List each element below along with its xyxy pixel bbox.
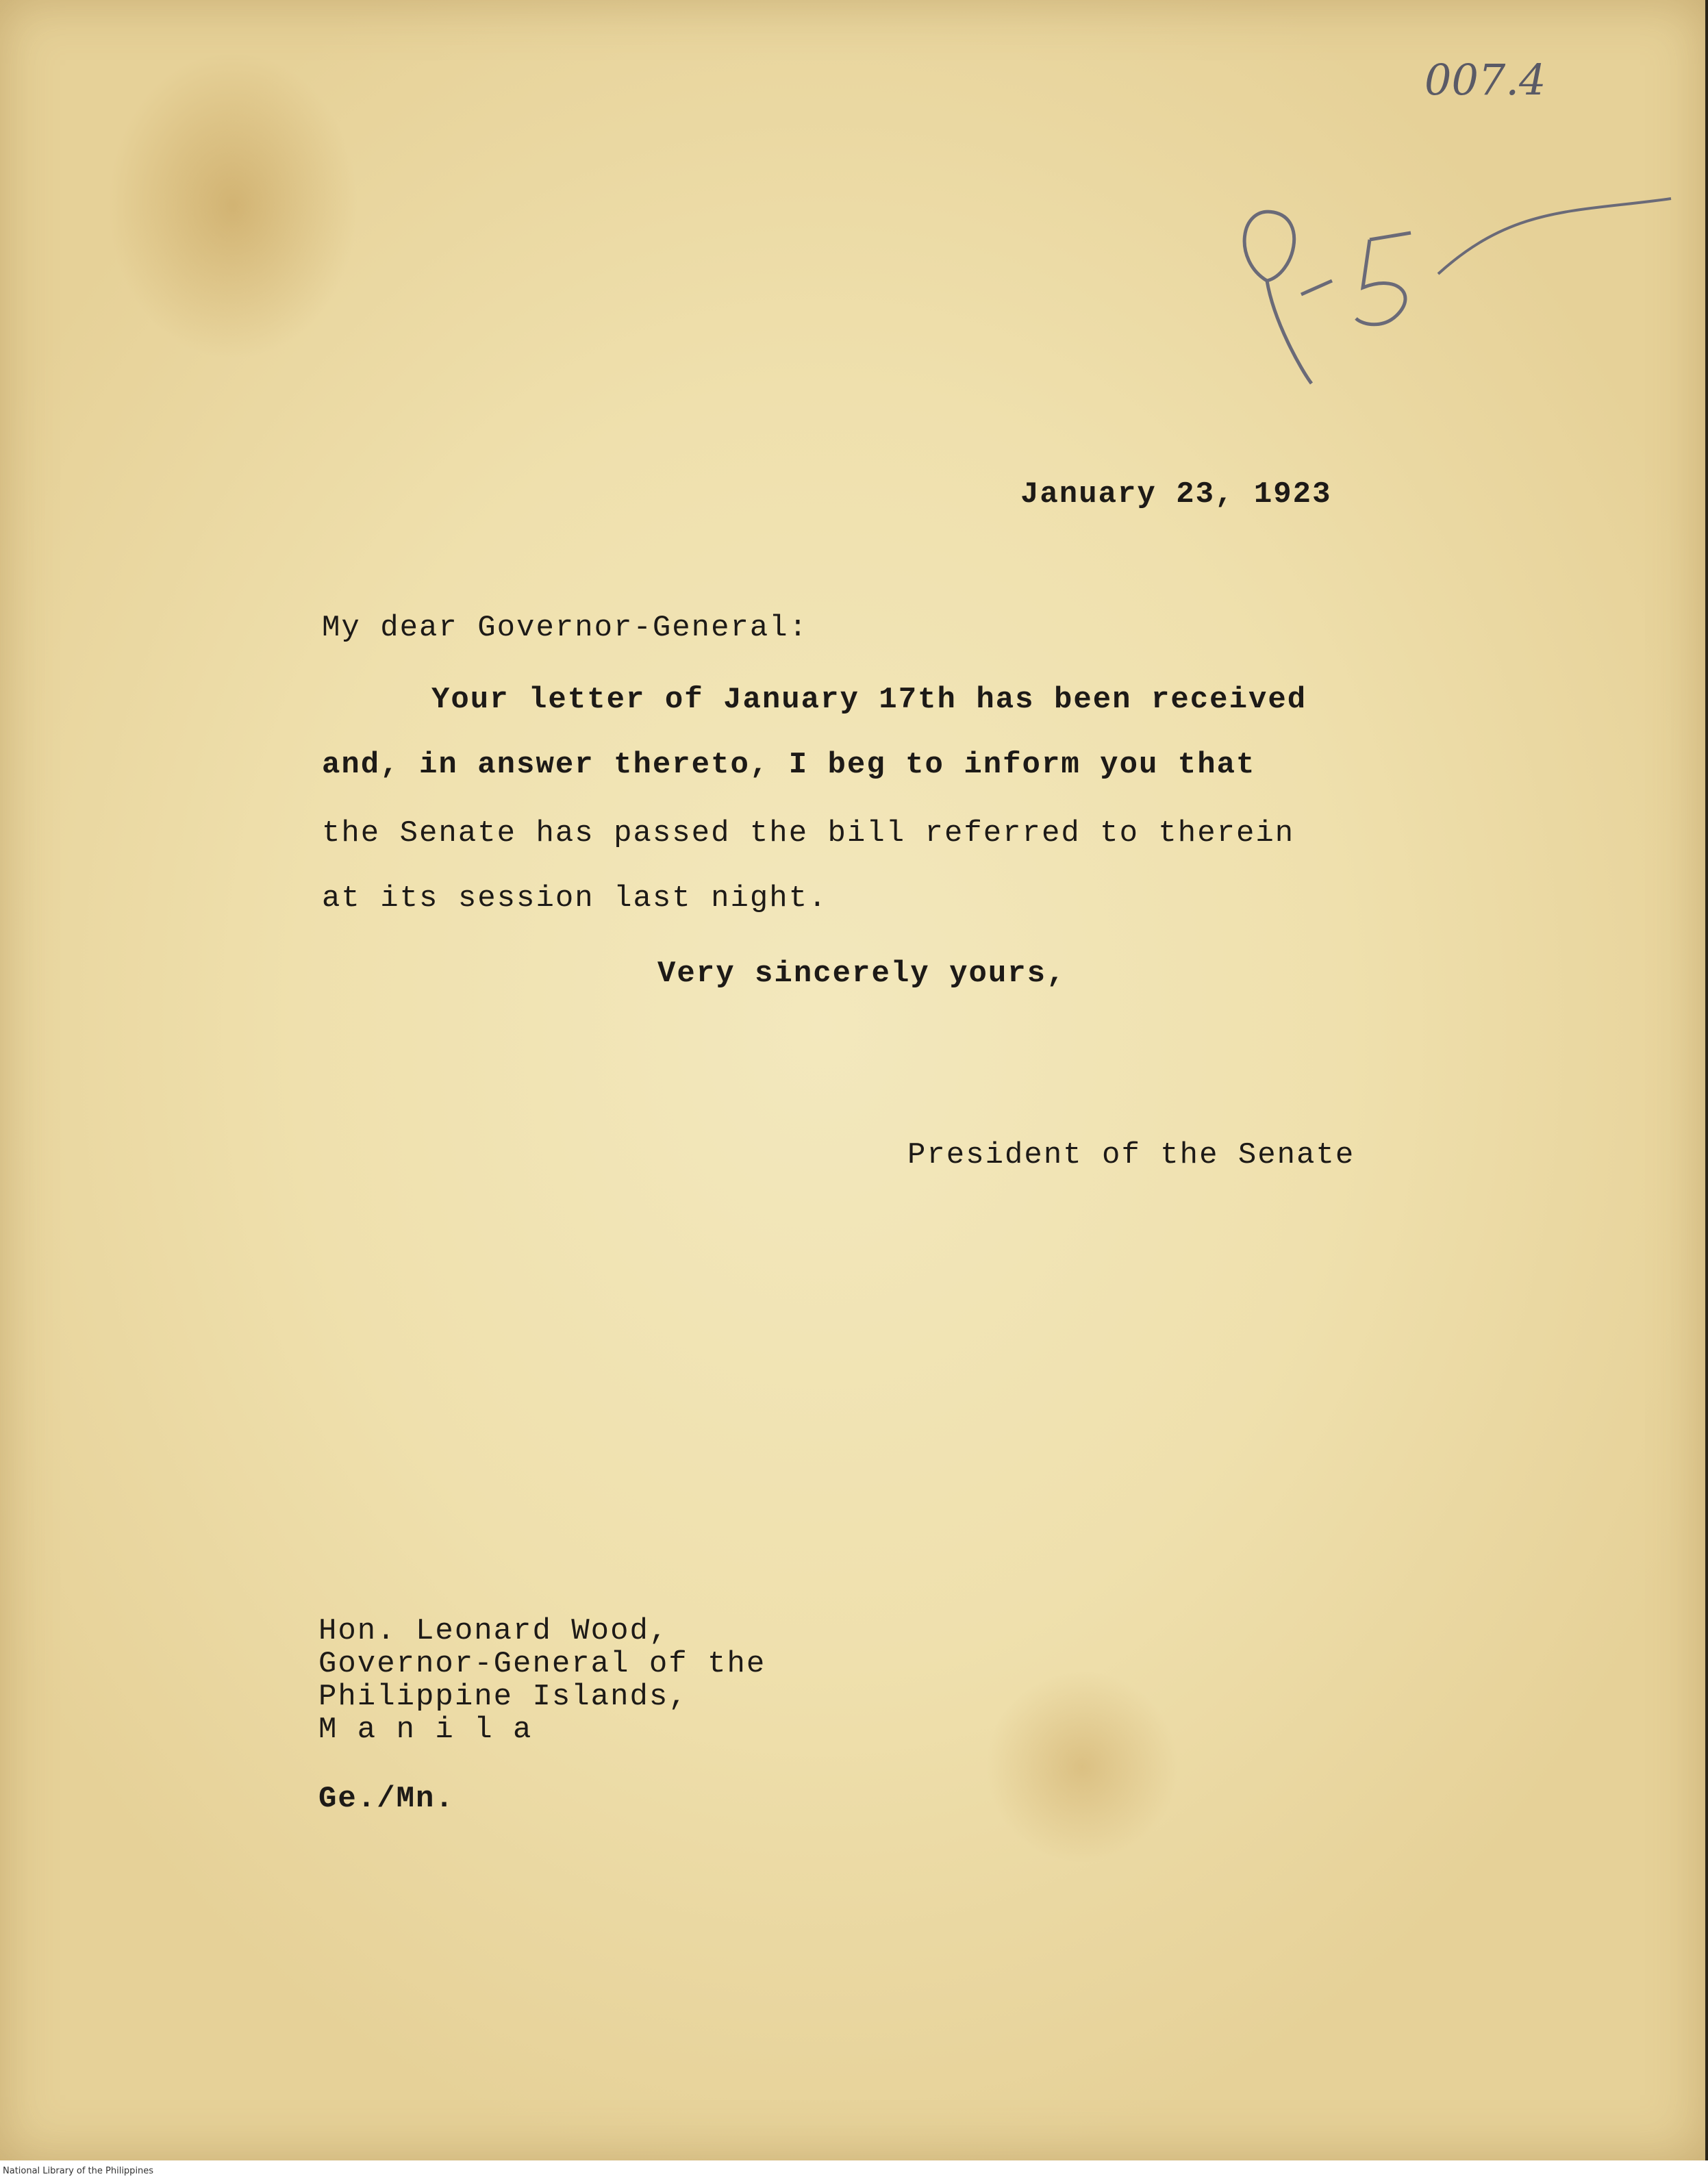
closing: Very sincerely yours,	[657, 957, 1066, 991]
pencil-mark-drawing	[1192, 178, 1685, 397]
body-line-2: and, in answer thereto, I beg to inform you that	[322, 748, 1256, 782]
scan-credit: National Library of the Philippines	[3, 2166, 154, 2176]
reference-initials: Ge./Mn.	[318, 1782, 455, 1816]
body-line-4: at its session last night.	[322, 881, 828, 916]
addressee-line-2: Governor-General of the	[318, 1647, 766, 1681]
scan-footer	[0, 2160, 1708, 2181]
body-line-1: Your letter of January 17th has been received	[431, 683, 1307, 717]
salutation: My dear Governor-General:	[322, 611, 809, 645]
letter-date: January 23, 1923	[1020, 477, 1332, 512]
file-number-annotation: 007.4	[1424, 55, 1546, 105]
body-line-3: the Senate has passed the bill referred to therein	[322, 816, 1295, 850]
addressee-line-3: Philippine Islands,	[318, 1680, 688, 1714]
addressee-line-1: Hon. Leonard Wood,	[318, 1614, 669, 1648]
signature-title: President of the Senate	[907, 1138, 1355, 1172]
addressee-line-4: M a n i l a	[318, 1713, 533, 1747]
